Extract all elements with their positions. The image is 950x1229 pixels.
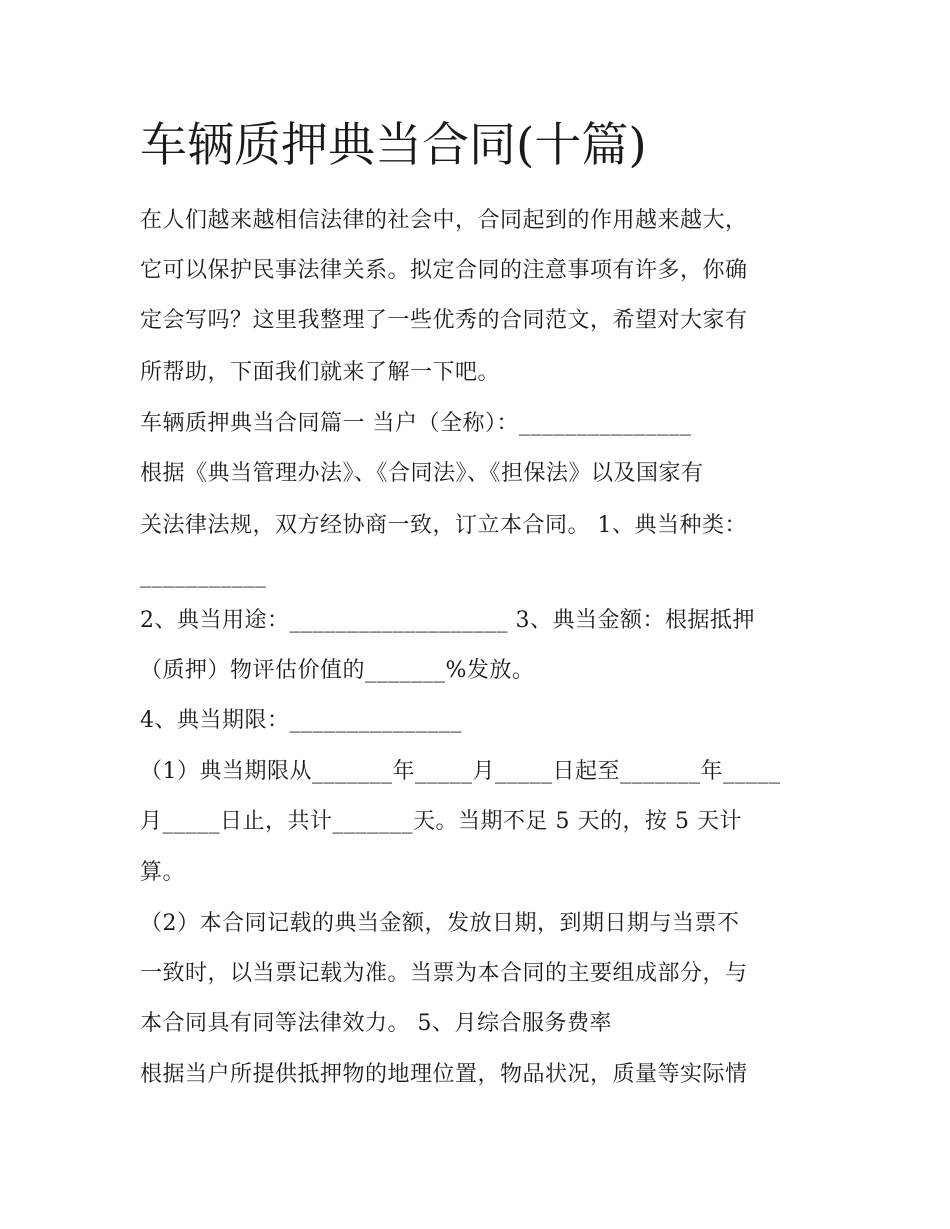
paragraph-line: 所帮助，下面我们就来了解一下吧。 [140,360,501,385]
paragraph-line: 根据当户所提供抵押物的地理位置，物品状况，质量等实际情 [140,1062,748,1087]
paragraph-line: 根据《典当管理办法》、《合同法》、《担保法》以及国家有 [140,461,704,486]
paragraph-line: 4、典当期限：_______________ [140,708,462,733]
paragraph-line: 月_____日止，共计_______天。当期不足 5 天的，按 5 天计 [140,809,742,834]
paragraph-line: 关法律法规，双方经协商一致，订立本合同。 1、典当种类： [140,513,747,538]
paragraph-line: 2、典当用途：___________________ 3、典当金额：根据抵押 [140,608,755,633]
paragraph-line: 本合同具有同等法律效力。 5、月综合服务费率 [140,1011,612,1036]
paragraph-line: 定会写吗？这里我整理了一些优秀的合同范文，希望对大家有 [140,308,748,333]
paragraph-line: 在人们越来越相信法律的社会中，合同起到的作用越来越大， [140,208,748,233]
paragraph-line: 算。 [140,860,186,885]
paragraph-line: （质押）物评估价值的_______%发放。 [140,658,535,683]
paragraph-line: 一致时，以当票记载为准。当票为本合同的主要组成部分，与 [140,961,748,986]
section-heading-line: 车辆质押典当合同篇一 当户（全称）：_______________ [140,411,692,436]
paragraph-line: 它可以保护民事法律关系。拟定合同的注意事项有许多，你确 [140,258,748,283]
paragraph-line: （1）典当期限从_______年_____月_____日起至_______年_____ [140,759,781,784]
document-title: 车辆质押典当合同(十篇) [140,118,647,173]
paragraph-line: （2）本合同记载的典当金额，发放日期，到期日期与当票不 [140,911,740,936]
blank-fill-line: ___________ [140,563,267,588]
